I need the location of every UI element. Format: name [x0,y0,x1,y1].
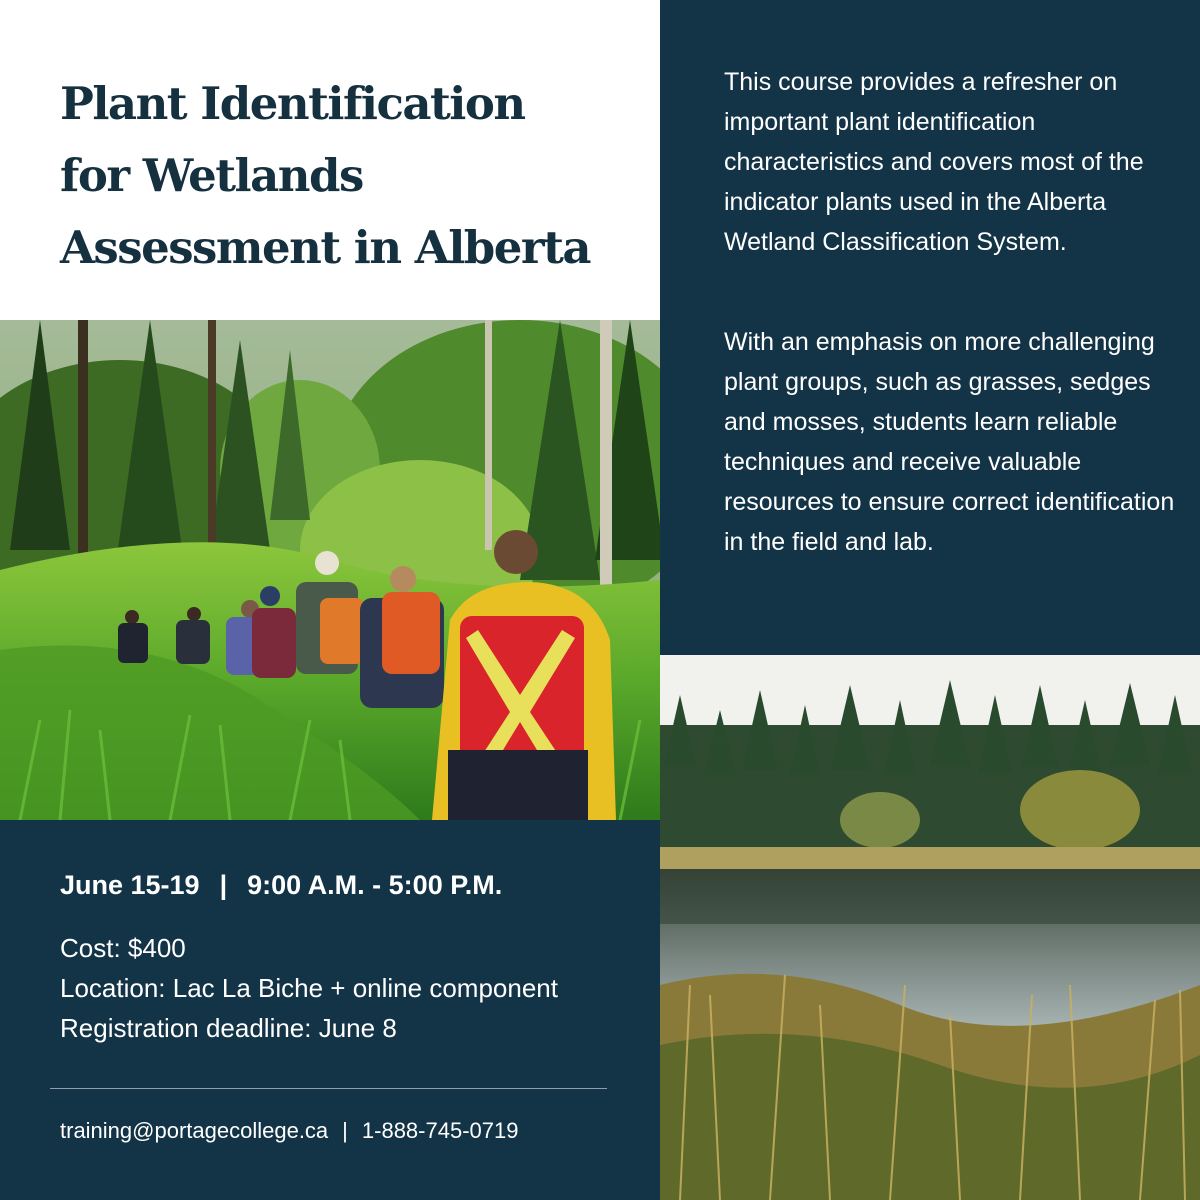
contact-phone[interactable]: 1-888-745-0719 [361,1118,519,1143]
title-line-1: Plant Identification [60,77,525,130]
hikers-forest-photo [0,320,660,820]
schedule-separator: | [219,870,228,900]
description-paragraph-2: With an emphasis on more challenging plant groups, such as grasses, sedges and mosses, students learn reliable techniques and receive valuable resources to ensure correct identification in the field and lab. [724,328,1175,556]
title-panel [0,0,660,320]
location-text: Location: Lac La Biche + online component [60,973,558,1003]
contact-email[interactable]: training@portagecollege.ca [60,1118,329,1143]
contact-separator: | [342,1118,348,1143]
divider [50,1088,607,1089]
schedule [60,870,502,901]
registration-deadline-text: Registration deadline: June 8 [60,1013,397,1043]
wetland-lake-photo [660,655,1200,1200]
title-line-2: for Wetlands [60,149,363,202]
course-info-panel [0,820,660,1200]
title-line-3: Assessment in Alberta [60,221,591,274]
schedule-dates: June 15-19 [60,870,200,900]
page-title [60,68,640,284]
contact-line [60,1118,518,1144]
description-paragraph-1: This course provides a refresher on important plant identification characteristics and covers most of the indicator plants used in the Alberta Wetland Classification System. [724,68,1144,256]
schedule-time: 9:00 A.M. - 5:00 P.M. [247,870,503,900]
cost-text: Cost: $400 [60,933,186,963]
description-panel [660,0,1200,655]
